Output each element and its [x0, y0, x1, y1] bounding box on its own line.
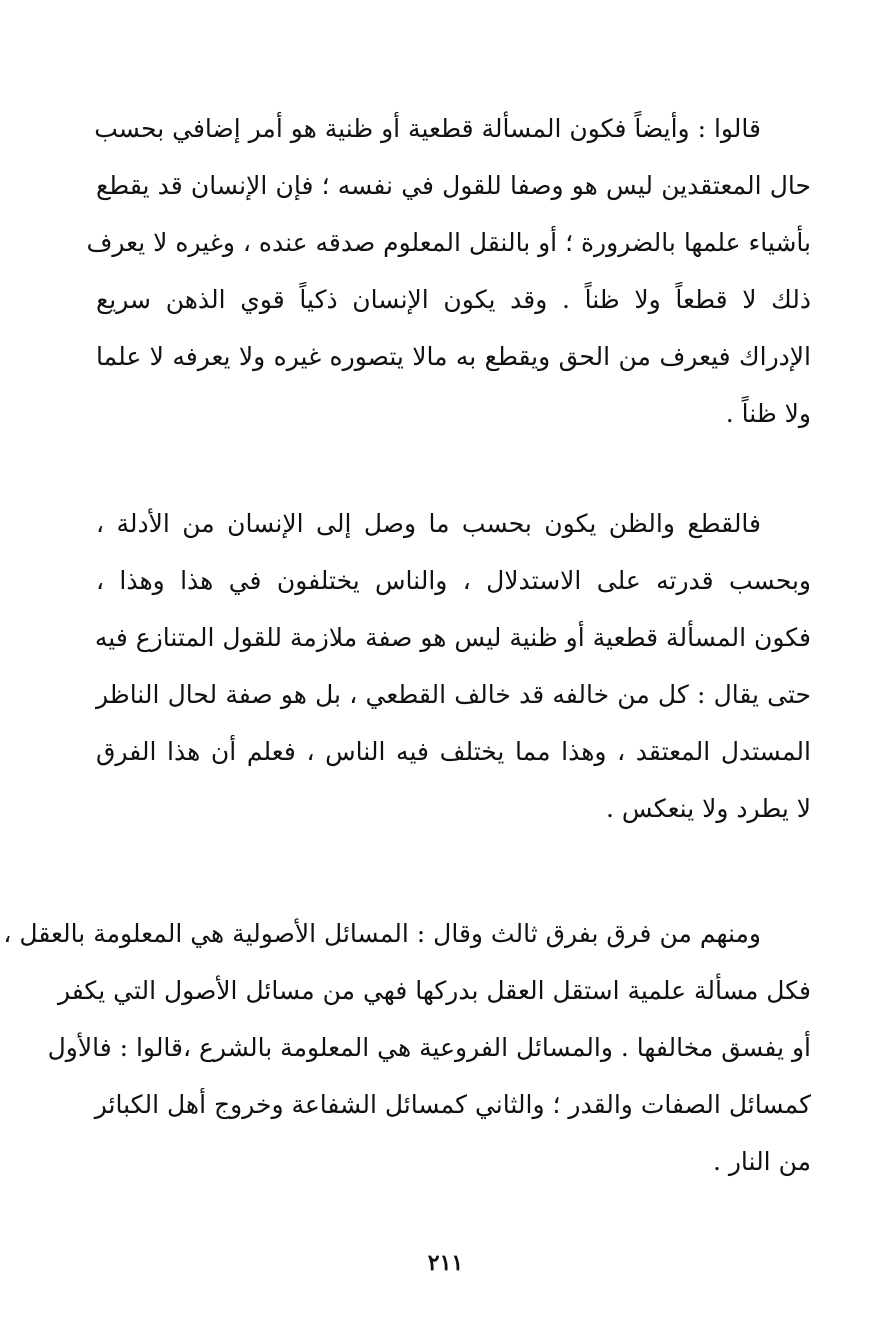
paragraph-line: قالوا : وأيضاً فكون المسألة قطعية أو ظنية هو أمر إضافي بحسب [94, 114, 761, 143]
page-number: ٢١١ [427, 1250, 464, 1276]
paragraph-line: كمسائل الصفات والقدر ؛ والثاني كمسائل الشفاعة وخروج أهل الكبائر [94, 1090, 811, 1119]
paragraph-line: وبحسب قدرته على الاستدلال ، والناس يختلفون في هذا وهذا ، [96, 566, 811, 595]
paragraph-3 [3, 905, 811, 1190]
paragraph-line: فالقطع والظن يكون بحسب ما وصل إلى الإنسان من الأدلة ، [96, 509, 761, 538]
paragraph-line: فكون المسألة قطعية أو ظنية ليس هو صفة ملازمة للقول المتنازع فيه [94, 623, 811, 652]
paragraph-line: ومنهم من فرق بفرق ثالث وقال : المسائل الأصولية هي المعلومة بالعقل ، [3, 919, 761, 948]
paragraph-line: بأشياء علمها بالضرورة ؛ أو بالنقل المعلوم صدقه عنده ، وغيره لا يعرف [86, 228, 811, 257]
paragraph-line: فكل مسألة علمية استقل العقل بدركها فهي من مسائل الأصول التي يكفر [57, 976, 811, 1005]
paragraph-line: من النار . [712, 1147, 811, 1176]
paragraph-line: المستدل المعتقد ، وهذا مما يختلف فيه الناس ، فعلم أن هذا الفرق [96, 737, 811, 766]
paragraph-1 [86, 100, 811, 442]
paragraph-line: الإدراك فيعرف من الحق ويقطع به مالا يتصوره غيره ولا يعرفه لا علما [96, 342, 811, 371]
paragraph-line: حتى يقال : كل من خالفه قد خالف القطعي ، بل هو صفة لحال الناظر [96, 680, 811, 709]
paragraph-line: ولا ظناً . [725, 399, 811, 428]
paragraph-line: أو يفسق مخالفها . والمسائل الفروعية هي المعلومة بالشرع ،قالوا : فالأول [47, 1033, 811, 1062]
paragraph-line: لا يطرد ولا ينعكس . [606, 794, 811, 823]
paragraph-2 [96, 495, 811, 837]
paragraph-line: حال المعتقدين ليس هو وصفا للقول في نفسه ؛ فإن الإنسان قد يقطع [96, 171, 811, 200]
paragraph-line: ذلك لا قطعاً ولا ظناً . وقد يكون الإنسان ذكياً قوي الذهن سريع [96, 285, 811, 314]
